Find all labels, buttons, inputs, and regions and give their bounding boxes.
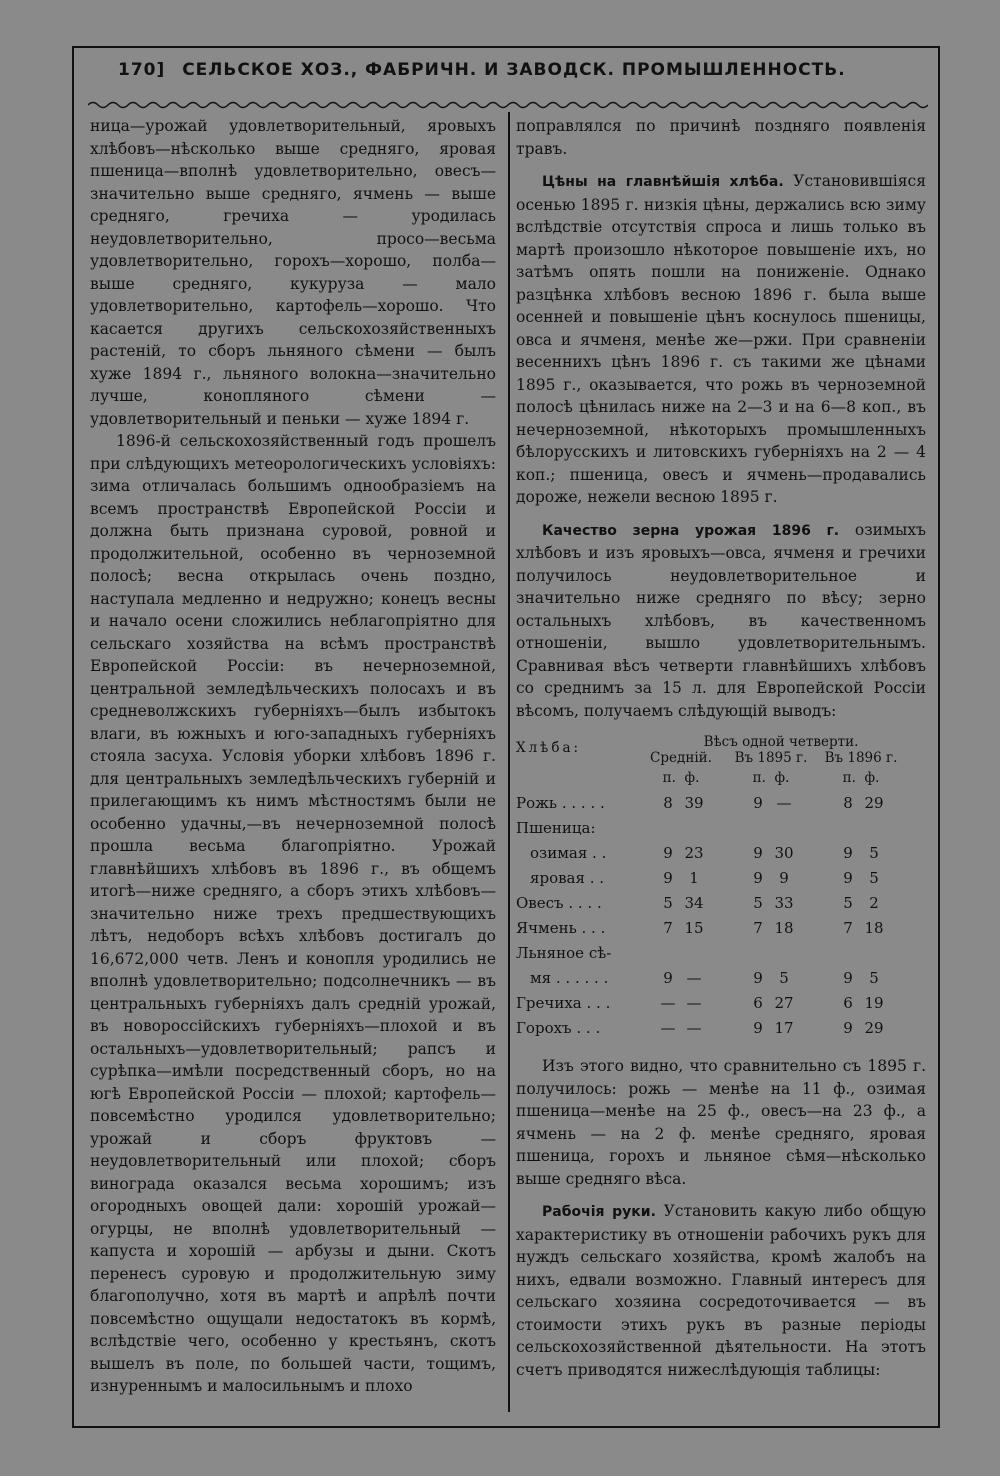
prices-heading: Цѣны на главнѣйшія хлѣба. bbox=[542, 174, 784, 190]
table-row bbox=[516, 916, 926, 941]
weight-cell bbox=[636, 816, 726, 841]
crop-name: Горохъ . . . bbox=[516, 1019, 601, 1037]
pood-value bbox=[655, 941, 681, 966]
pound-value: — bbox=[686, 1019, 702, 1037]
pound-value bbox=[771, 941, 797, 966]
pood-value bbox=[835, 941, 861, 966]
page-header bbox=[118, 60, 878, 94]
col-header-1895: Въ 1895 г. bbox=[734, 750, 808, 766]
left-column bbox=[90, 115, 496, 1398]
decorative-wave-rule bbox=[88, 100, 928, 110]
table-row bbox=[516, 1016, 926, 1041]
pood-value: 7 bbox=[753, 919, 763, 937]
pood-value: — bbox=[660, 1019, 676, 1037]
pound-value: 29 bbox=[864, 794, 884, 812]
crop-name: Рожь . . . . . bbox=[516, 794, 605, 812]
pood-value: 9 bbox=[843, 969, 853, 987]
weight-cell bbox=[726, 916, 816, 941]
pood-value: 9 bbox=[843, 844, 853, 862]
pound-value: 5 bbox=[779, 969, 789, 987]
pound-value: 17 bbox=[774, 1019, 794, 1037]
weight-cell bbox=[816, 816, 906, 841]
weight-cell bbox=[816, 891, 906, 916]
unit-label: п. bbox=[842, 770, 856, 786]
weight-cell bbox=[726, 841, 816, 866]
labor-text: Установить какую либо общую характеристику въ отношеніи рабочихъ рукъ для нуждъ сельскаго хозяйства, кромѣ жалобъ на нихъ, едвали возможно. Главный интересъ для сельскаго хозяина сосредоточивается — въ стоимости этихъ рукъ въ разные періоды сельскохозяйственной дѣятельности. На этотъ счетъ приводятся нижеслѣдующія таблицы: bbox=[516, 1202, 926, 1379]
page-title: СЕЛЬСКОЕ ХОЗ., ФАБРИЧН. И ЗАВОДСК. ПРОМЫШЛЕННОСТЬ. bbox=[182, 60, 846, 80]
table-row bbox=[516, 891, 926, 916]
pound-value: 1 bbox=[689, 869, 699, 887]
table-row bbox=[516, 866, 926, 891]
pood-value: 9 bbox=[843, 1019, 853, 1037]
pood-value: 9 bbox=[843, 869, 853, 887]
page-number: 170] bbox=[118, 60, 166, 80]
weight-cell bbox=[816, 991, 906, 1016]
pound-value: 5 bbox=[869, 844, 879, 862]
pound-value: — bbox=[686, 969, 702, 987]
pound-value: 27 bbox=[774, 994, 794, 1012]
pood-value: 8 bbox=[843, 794, 853, 812]
table-body bbox=[516, 791, 926, 1041]
pound-value: 19 bbox=[864, 994, 884, 1012]
pood-value: 5 bbox=[753, 894, 763, 912]
pood-value: 9 bbox=[663, 869, 673, 887]
unit-labels bbox=[636, 766, 926, 791]
col-header-average: Средній. bbox=[650, 750, 712, 766]
weight-cell bbox=[726, 816, 816, 841]
pound-value: 5 bbox=[869, 869, 879, 887]
pound-value: 2 bbox=[869, 894, 879, 912]
table-header bbox=[516, 734, 926, 766]
weight-cell bbox=[636, 841, 726, 866]
weight-cell bbox=[636, 966, 726, 991]
weight-cell bbox=[726, 941, 816, 966]
table-row bbox=[516, 791, 926, 816]
quality-text: озимыхъ хлѣбовъ и изъ яровыхъ—овса, ячменя и гречихи получилось неудовлетворительное и значительно ниже средняго по вѣсу; зерно остальныхъ хлѣбовъ, въ качественномъ отношеніи, вышло удовлетворительнымъ. Сравнивая вѣсъ четверти главнѣйшихъ хлѣбовъ со среднимъ за 15 л. для Европейской Россіи вѣсомъ, получаемъ слѣдующій выводъ: bbox=[516, 520, 926, 720]
column-divider bbox=[508, 112, 510, 1412]
right-paragraph-1: поправлялся по причинѣ поздняго появленія травъ. bbox=[516, 117, 926, 158]
pound-value: 39 bbox=[684, 794, 704, 812]
pood-value: 9 bbox=[753, 969, 763, 987]
pood-value bbox=[655, 816, 681, 841]
pound-value: 23 bbox=[684, 844, 704, 862]
pood-value: 9 bbox=[663, 844, 673, 862]
weight-cell bbox=[816, 966, 906, 991]
prices-section bbox=[516, 170, 926, 509]
labor-section bbox=[516, 1200, 926, 1381]
pood-value: 9 bbox=[753, 794, 763, 812]
pood-value: 7 bbox=[843, 919, 853, 937]
right-column bbox=[516, 115, 926, 1381]
pood-value bbox=[745, 941, 771, 966]
table-row bbox=[516, 966, 926, 991]
pound-value bbox=[681, 816, 707, 841]
weight-group-header: Вѣсъ одной четверти. bbox=[703, 734, 859, 750]
pound-value: 30 bbox=[774, 844, 794, 862]
pood-value: 5 bbox=[663, 894, 673, 912]
pood-value bbox=[745, 816, 771, 841]
pound-value bbox=[681, 941, 707, 966]
table-row bbox=[516, 841, 926, 866]
crop-name: мя . . . . . . bbox=[530, 969, 609, 987]
table-row bbox=[516, 816, 926, 841]
weight-cell bbox=[726, 1016, 816, 1041]
pood-value: 6 bbox=[843, 994, 853, 1012]
weight-cell bbox=[636, 791, 726, 816]
pood-value: 8 bbox=[663, 794, 673, 812]
table-row bbox=[516, 941, 926, 966]
weight-cell bbox=[816, 841, 906, 866]
weight-cell bbox=[816, 1016, 906, 1041]
pound-value: 5 bbox=[869, 969, 879, 987]
pound-value: 18 bbox=[864, 919, 884, 937]
weight-cell bbox=[816, 941, 906, 966]
pound-value bbox=[861, 941, 887, 966]
pound-value: 15 bbox=[684, 919, 704, 937]
after-table-paragraph: Изъ этого видно, что сравнительно съ 1895 г. получилось: рожь — менѣе на 11 ф., озимая пшеница—менѣе на 25 ф., овесъ—на 23 ф., а ячмень — на 2 ф. менѣе средняго, яровая пшеница, горохъ и льняное сѣмя—нѣсколько выше средняго вѣса. bbox=[516, 1057, 926, 1188]
weight-cell bbox=[816, 866, 906, 891]
pound-value: 29 bbox=[864, 1019, 884, 1037]
grain-weight-table bbox=[516, 734, 926, 1041]
weight-cell bbox=[816, 916, 906, 941]
weight-cell bbox=[726, 866, 816, 891]
pound-value: 9 bbox=[779, 869, 789, 887]
prices-text: Установившіяся осенью 1895 г. низкія цѣны, держались всю зиму вслѣдствіе отсутствія спроса и лишь только въ мартѣ произошло нѣкоторое повышеніе ихъ, но затѣмъ опять пошли на пониженіе. Однако разцѣнка хлѣбовъ весною 1896 г. была выше осенней и повышеніе цѣнъ коснулось пшеницы, овса и ячменя, менѣе же—ржи. При сравненіи весеннихъ цѣнъ 1896 г. съ такими же цѣнами 1895 г., оказывается, что рожь въ черноземной полосѣ цѣнилась ниже на 2—3 и на 6—8 коп., въ нечерноземной, нѣкоторыхъ промышленныхъ бѣлорусскихъ и литовскихъ губерніяхъ на 2 — 4 коп.; пшеница, овесъ и ячмень—продавались дороже, нежели весною 1895 г. bbox=[516, 172, 926, 506]
weight-cell bbox=[726, 791, 816, 816]
pood-value: 7 bbox=[663, 919, 673, 937]
unit-label: ф. bbox=[864, 770, 880, 786]
table-row bbox=[516, 991, 926, 1016]
quality-heading: Качество зерна урожая 1896 г. bbox=[542, 522, 840, 539]
pood-value: 6 bbox=[753, 994, 763, 1012]
weight-cell bbox=[636, 866, 726, 891]
crop-name: Овесъ . . . . bbox=[516, 894, 602, 912]
pound-value: — bbox=[686, 994, 702, 1012]
crop-name: Пшеница: bbox=[516, 819, 596, 837]
crop-name: озимая . . bbox=[530, 844, 607, 862]
weight-cell bbox=[726, 891, 816, 916]
weight-cell bbox=[636, 1016, 726, 1041]
labor-heading: Рабочія руки. bbox=[542, 1204, 656, 1220]
quality-section bbox=[516, 519, 926, 723]
crop-name: Льняное сѣ- bbox=[516, 944, 612, 962]
pound-value: 18 bbox=[774, 919, 794, 937]
weight-cell bbox=[636, 941, 726, 966]
weight-cell bbox=[726, 966, 816, 991]
pound-value bbox=[861, 816, 887, 841]
weight-cell bbox=[816, 791, 906, 816]
unit-label: п. bbox=[662, 770, 676, 786]
pood-value: 9 bbox=[663, 969, 673, 987]
left-paragraph-1: ница—урожай удовлетворительный, яровыхъ хлѣбовъ—нѣсколько выше средняго, яровая пшеница—вполнѣ удовлетворительно, овесъ—значительно выше средняго, ячмень — выше средняго, гречиха — уродилась неудовлетворительно, просо—весьма удовлетворительно, горохъ—хорошо, полба—выше средняго, кукуруза — мало удовлетворительно, картофель—хорошо. Что касается другихъ сельскохозяйственныхъ растеній, то сборъ льняного сѣмени — былъ хуже 1894 г., льняного волокна—значительно лучше, конопляного сѣмени — удовлетворительный и пеньки — хуже 1894 г. bbox=[90, 117, 496, 428]
pound-value: 33 bbox=[774, 894, 794, 912]
unit-label: ф. bbox=[774, 770, 790, 786]
left-paragraph-2: 1896-й сельскохозяйственный годъ прошелъ при слѣдующихъ метеорологическихъ условіяхъ: зима отличалась большимъ однообразіемъ на всемъ пространствѣ Европейской Россіи и должна быть признана суровой, ровной и продолжительной, особенно въ черноземной полосѣ; весна открылась очень поздно, наступала медленно и недружно; конецъ весны и начало осени сложились неблагопріятно для сельскаго хозяйства на всѣмъ пространствѣ Европейской Россіи: въ нечерноземной, центральной земледѣльческихъ полосахъ и въ средневолжскихъ губерніяхъ—былъ избытокъ влаги, въ южныхъ и юго-западныхъ губерніяхъ стояла засуха. Условія уборки хлѣбовъ 1896 г. для центральныхъ земледѣльческихъ губерній и прилегающимъ къ нимъ мѣстностямъ были не особенно удачны,—въ нечерноземной полосѣ прошла весьма благопріятно. Урожай главнѣйшихъ хлѣбовъ въ 1896 г., въ общемъ итогѣ—ниже средняго, а сборъ этихъ хлѣбовъ—значительно ниже трехъ предшествующихъ лѣтъ, недоборъ всѣхъ хлѣбовъ достигалъ до 16,672,000 четв. Ленъ и конопля уродились не вполнѣ удовлетворительно; подсолнечникъ — въ центральныхъ губерніяхъ далъ средній урожай, въ новороссійскихъ губерніяхъ—плохой и въ остальныхъ—удовлетворительный; рапсъ и сурѣпка—имѣли посредственный сборъ, но на югѣ Европейской Россіи — плохой; картофель—повсемѣстно уродился удовлетворительно; урожай и сборъ фруктовъ — неудовлетворительный или плохой; сборъ винограда оказался весьма хорошимъ; изъ огородныхъ овощей дали: хорошій урожай—огурцы, не вполнѣ удовлетворительный — капуста и хорошій — арбузы и дыни. Скотъ перенесъ суровую и продолжительную зиму благополучно, хотя въ мартѣ и апрѣлѣ почти повсемѣстно ощущали недостатокъ въ кормѣ, вслѣдствіе чего, особенно у крестьянъ, скотъ вышелъ въ поле, по большей части, тощимъ, изнуреннымъ и малосильнымъ и плохо bbox=[90, 432, 496, 1395]
crop-column-header: Хлѣба: bbox=[516, 740, 582, 756]
pood-value: 9 bbox=[753, 1019, 763, 1037]
crop-name: Гречиха . . . bbox=[516, 994, 611, 1012]
weight-cell bbox=[726, 991, 816, 1016]
pound-value: 34 bbox=[684, 894, 704, 912]
pood-value: 9 bbox=[753, 844, 763, 862]
weight-cell bbox=[636, 891, 726, 916]
pood-value bbox=[835, 816, 861, 841]
pound-value: — bbox=[776, 794, 792, 812]
crop-name: Ячмень . . . bbox=[516, 919, 606, 937]
pound-value bbox=[771, 816, 797, 841]
pood-value: 5 bbox=[843, 894, 853, 912]
crop-name: яровая . . bbox=[530, 869, 605, 887]
pood-value: 9 bbox=[753, 869, 763, 887]
unit-label: ф. bbox=[684, 770, 700, 786]
col-header-1896: Въ 1896 г. bbox=[824, 750, 898, 766]
weight-cell bbox=[636, 991, 726, 1016]
pood-value: — bbox=[660, 994, 676, 1012]
unit-label: п. bbox=[752, 770, 766, 786]
weight-cell bbox=[636, 916, 726, 941]
